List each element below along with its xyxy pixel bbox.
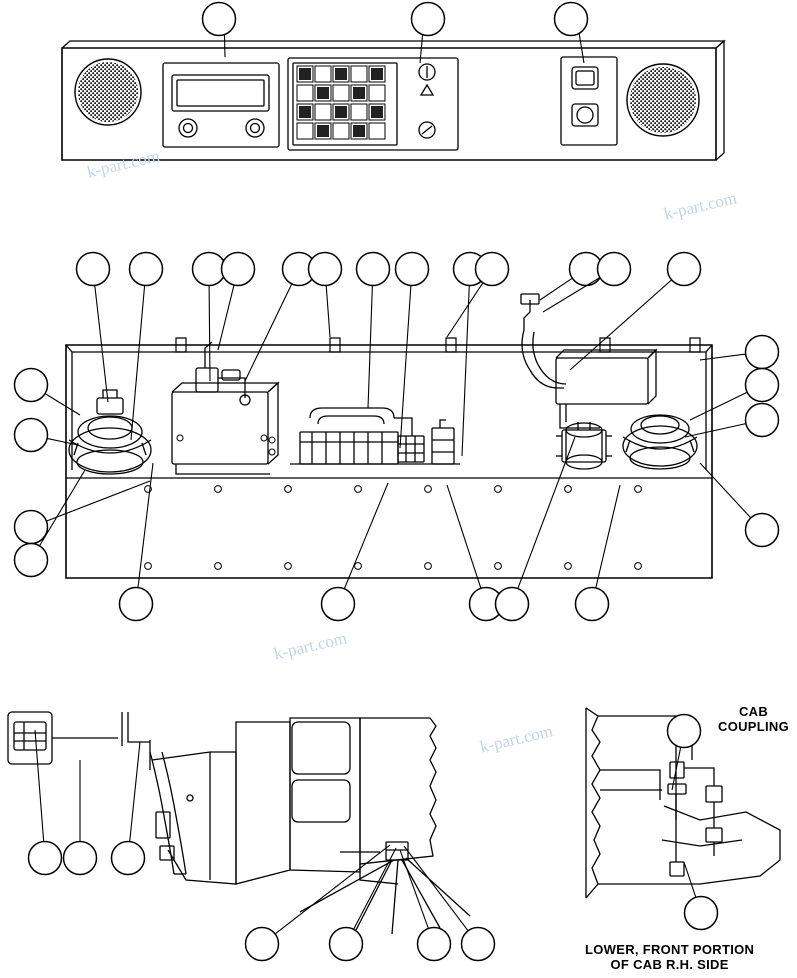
callout-balloon[interactable] xyxy=(77,253,110,286)
callout-balloon[interactable] xyxy=(598,253,631,286)
callout-leader-line xyxy=(225,35,226,57)
callout-leader-line xyxy=(35,730,44,842)
callout-balloon[interactable] xyxy=(246,928,279,961)
callout-balloon[interactable] xyxy=(29,842,62,875)
callout-circle-m6[interactable] xyxy=(309,253,342,286)
reservoir-module xyxy=(172,342,278,474)
callout-balloon[interactable] xyxy=(322,588,355,621)
callout-balloon[interactable] xyxy=(330,928,363,961)
callout-balloon[interactable] xyxy=(203,3,236,36)
callout-balloon[interactable] xyxy=(396,253,429,286)
callout-circle-d6[interactable] xyxy=(418,928,451,961)
callout-balloon[interactable] xyxy=(15,369,48,402)
lower-front-portion-line1: LOWER, FRONT PORTION xyxy=(585,942,755,957)
callout-circle-l2[interactable] xyxy=(15,419,48,452)
callout-leader-line xyxy=(543,278,600,313)
callout-balloon[interactable] xyxy=(309,253,342,286)
callout-leader-line xyxy=(596,485,620,588)
callout-circle-b4[interactable] xyxy=(496,588,529,621)
callout-circle-m2[interactable] xyxy=(130,253,163,286)
callout-leader-line xyxy=(368,286,372,409)
callout-leader-line xyxy=(40,470,86,546)
callout-leader-line xyxy=(700,354,746,360)
callout-leader-line xyxy=(400,286,411,449)
callout-circle-d7[interactable] xyxy=(462,928,495,961)
callout-leader-line xyxy=(690,392,747,420)
callout-balloon[interactable] xyxy=(496,588,529,621)
callout-circle-b5[interactable] xyxy=(576,588,609,621)
callout-balloon[interactable] xyxy=(193,253,226,286)
callout-circle-l1[interactable] xyxy=(15,369,48,402)
callout-circle-m13[interactable] xyxy=(668,253,701,286)
callout-balloon[interactable] xyxy=(418,928,451,961)
callout-balloon[interactable] xyxy=(130,253,163,286)
callout-leader-line xyxy=(130,742,140,842)
callout-leader-line xyxy=(700,463,751,518)
callout-balloon[interactable] xyxy=(64,842,97,875)
callout-circle-m8[interactable] xyxy=(396,253,429,286)
callout-circle-m1[interactable] xyxy=(77,253,110,286)
callout-circle-m7[interactable] xyxy=(357,253,390,286)
callout-circle-r3[interactable] xyxy=(746,404,779,437)
callout-balloon[interactable] xyxy=(555,3,588,36)
callout-balloon[interactable] xyxy=(746,514,779,547)
callout-leader-line xyxy=(46,481,150,521)
callout-circle-d5[interactable] xyxy=(330,928,363,961)
callout-leader-line xyxy=(131,285,145,440)
callout-leader-line xyxy=(45,394,80,415)
callout-leader-line xyxy=(218,285,234,350)
callout-circle-c1[interactable] xyxy=(203,3,236,36)
callout-balloon[interactable] xyxy=(412,3,445,36)
callout-circle-m12[interactable] xyxy=(598,253,631,286)
conduit-run xyxy=(521,294,656,428)
callout-balloon[interactable] xyxy=(476,253,509,286)
callout-balloon[interactable] xyxy=(668,715,701,748)
left-air-tank xyxy=(69,390,151,474)
callout-circle-r4[interactable] xyxy=(746,514,779,547)
clamp-assembly xyxy=(556,422,612,469)
callout-circle-b1[interactable] xyxy=(120,588,153,621)
callout-leader-line xyxy=(462,286,469,457)
cab-coupling-label-line2: COUPLING xyxy=(718,719,790,734)
callout-leader-line xyxy=(400,850,428,929)
callout-leader-line xyxy=(95,285,108,402)
callout-balloon[interactable] xyxy=(746,336,779,369)
callout-balloon[interactable] xyxy=(222,253,255,286)
callout-balloon[interactable] xyxy=(668,253,701,286)
callout-circle-e2[interactable] xyxy=(685,897,718,930)
callout-circle-m3[interactable] xyxy=(193,253,226,286)
callout-balloon[interactable] xyxy=(576,588,609,621)
callout-circle-m10[interactable] xyxy=(476,253,509,286)
callout-circle-b2[interactable] xyxy=(322,588,355,621)
callout-balloon[interactable] xyxy=(15,544,48,577)
callout-balloon[interactable] xyxy=(15,511,48,544)
callout-balloon[interactable] xyxy=(112,842,145,875)
right-air-tank xyxy=(623,415,697,469)
chassis-assembly xyxy=(66,294,712,578)
callout-leader-line xyxy=(684,862,696,897)
callout-circle-d1[interactable] xyxy=(29,842,62,875)
cab-coupling-label xyxy=(718,704,789,734)
callout-balloon[interactable] xyxy=(120,588,153,621)
callout-circle-d3[interactable] xyxy=(112,842,145,875)
callout-leader-line xyxy=(447,485,481,588)
callout-balloon[interactable] xyxy=(15,419,48,452)
callout-circle-d2[interactable] xyxy=(64,842,97,875)
cab-coupling-label-line1: CAB xyxy=(738,704,769,719)
callout-balloon[interactable] xyxy=(746,404,779,437)
callout-leader-line xyxy=(344,483,388,589)
watermark: k-part.com xyxy=(272,628,349,664)
lower-front-portion-label xyxy=(585,942,754,972)
watermark: k-part.com xyxy=(662,188,739,224)
callout-balloon[interactable] xyxy=(462,928,495,961)
callout-circle-r1[interactable] xyxy=(746,336,779,369)
callout-circle-l3[interactable] xyxy=(15,511,48,544)
callout-circle-l4[interactable] xyxy=(15,544,48,577)
door-step-assembly xyxy=(8,712,470,934)
callout-balloon[interactable] xyxy=(357,253,390,286)
callout-leader-line xyxy=(518,437,575,589)
callout-leader-line xyxy=(447,283,483,337)
center-manifold xyxy=(290,408,460,464)
callout-circle-c2[interactable] xyxy=(412,3,445,36)
callout-balloon[interactable] xyxy=(746,369,779,402)
callout-circle-r2[interactable] xyxy=(746,369,779,402)
callout-circle-d4[interactable] xyxy=(246,928,279,961)
callout-leader-line xyxy=(275,845,390,934)
callout-circle-c3[interactable] xyxy=(555,3,588,36)
callout-leader-line xyxy=(326,286,330,338)
callout-balloon[interactable] xyxy=(685,897,718,930)
watermark: k-part.com xyxy=(85,146,162,182)
dash-panel xyxy=(62,41,724,160)
callout-leader-line xyxy=(209,286,210,382)
watermark: k-part.com xyxy=(478,721,555,757)
callout-leader-line xyxy=(245,284,292,381)
callout-circle-e1[interactable] xyxy=(668,715,701,748)
lower-front-portion-line2: OF CAB R.H. SIDE xyxy=(610,957,729,972)
callout-circle-m4[interactable] xyxy=(222,253,255,286)
callout-leader-line xyxy=(685,424,746,437)
